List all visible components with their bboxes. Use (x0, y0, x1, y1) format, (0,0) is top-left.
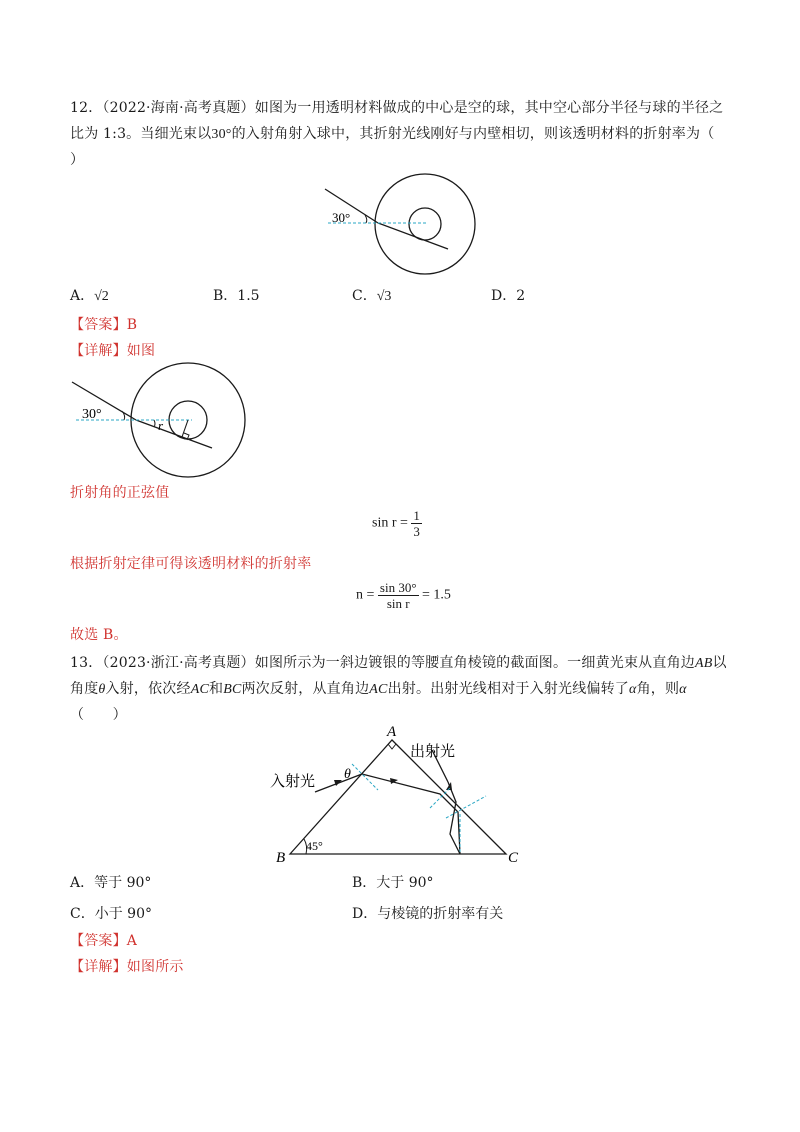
q12-answer: 【答案】B (70, 317, 138, 333)
q12-options (70, 285, 770, 307)
label-B: B (276, 850, 286, 866)
label-45: 45° (306, 839, 323, 853)
q13-detail: 【详解】如图所示 (70, 959, 184, 975)
q12-stem-line2 (70, 121, 760, 148)
label-A: A (387, 724, 397, 740)
q13-option-c[interactable]: C．小于 90° (70, 906, 152, 922)
q12-stem-text1: 如图为一用透明材料做成的中心是空的球，其中空心部分半径与球的半径之 (254, 100, 724, 116)
q12-option-d[interactable]: D．2 (491, 288, 526, 304)
q12-solution-figure (70, 360, 250, 480)
q12-figure (320, 172, 480, 277)
label-out-light: 出射光 (410, 744, 456, 760)
outer-sphere (375, 174, 475, 274)
q12-fig2-r-label: r (158, 418, 164, 433)
q12-stem-line1 (70, 95, 750, 121)
q12-equation-1: sin r = $\frac{1}{3}$ (372, 508, 420, 539)
q13-number: 13． (70, 655, 103, 671)
q12-stem-text2b: 的入射角射入球中，其折射光线刚好与内壁相切，则该透明材料的折射率为（ (231, 126, 715, 142)
internal-ray (362, 774, 460, 854)
q12-conclusion: 故选 B。 (70, 627, 128, 643)
q13-stem-line3: （ ） (70, 707, 127, 723)
q12-fig-angle-label: 30° (332, 210, 351, 225)
prism (290, 740, 506, 854)
incident-arrow (334, 780, 342, 786)
q12-stem-text3: ） (70, 152, 85, 168)
refracted-ray (378, 223, 448, 249)
inner-sphere (409, 208, 441, 240)
q12-number: 12． (70, 100, 103, 116)
q13-figure (270, 722, 530, 868)
q12-source: （2022·海南·高考真题） (102, 100, 255, 116)
q13-options-row1 (70, 872, 770, 894)
q13-option-d[interactable]: D．与棱镜的折射率有关 (352, 906, 504, 922)
label-C: C (508, 850, 519, 866)
right-angle-mark-A (388, 744, 396, 749)
q12-law-line: 根据折射定律可得该透明材料的折射率 (70, 556, 312, 572)
q13-answer: 【答案】A (70, 933, 138, 949)
q12-fig2-angle-label: 30° (82, 407, 102, 422)
label-theta: θ (344, 767, 351, 782)
q12-detail: 【详解】如图 (70, 343, 156, 359)
q12-stem-line3 (70, 147, 84, 173)
q12-equation-2: n = $\frac{\sin 30^\circ}{\text{sin r}}$ = 1.5 (356, 580, 451, 611)
q12-angle: 30° (211, 127, 232, 142)
q13-source: （2023·浙江·高考真题） (102, 655, 255, 671)
q12-option-c[interactable]: C．√3 (352, 288, 392, 304)
q13-option-a[interactable]: A．等于 90° (70, 875, 152, 891)
q12-stem-text2a: 比为 1:3。当细光束以 (70, 126, 212, 142)
q12-sine-line: 折射角的正弦值 (70, 485, 170, 501)
q12-option-b[interactable]: B．1.5 (213, 288, 260, 304)
q12-option-a[interactable]: A．√2 (70, 288, 109, 304)
q13-option-b[interactable]: B．大于 90° (352, 875, 434, 891)
q13-stem-line1: 13．（2023·浙江·高考真题）如图所示为一斜边镀银的等腰直角棱镜的截面图。一细黄光束从直角边AB以 (70, 655, 727, 671)
label-in-light: 入射光 (270, 774, 316, 790)
q13-stem-line2: 角度θ入射，依次经AC和BC两次反射，从直角边AC出射。出射光线相对于入射光线偏转了α角，则α (70, 681, 687, 697)
q13-options-row2 (70, 903, 770, 925)
normal-ac (430, 788, 450, 808)
angle-r-arc (154, 420, 155, 427)
